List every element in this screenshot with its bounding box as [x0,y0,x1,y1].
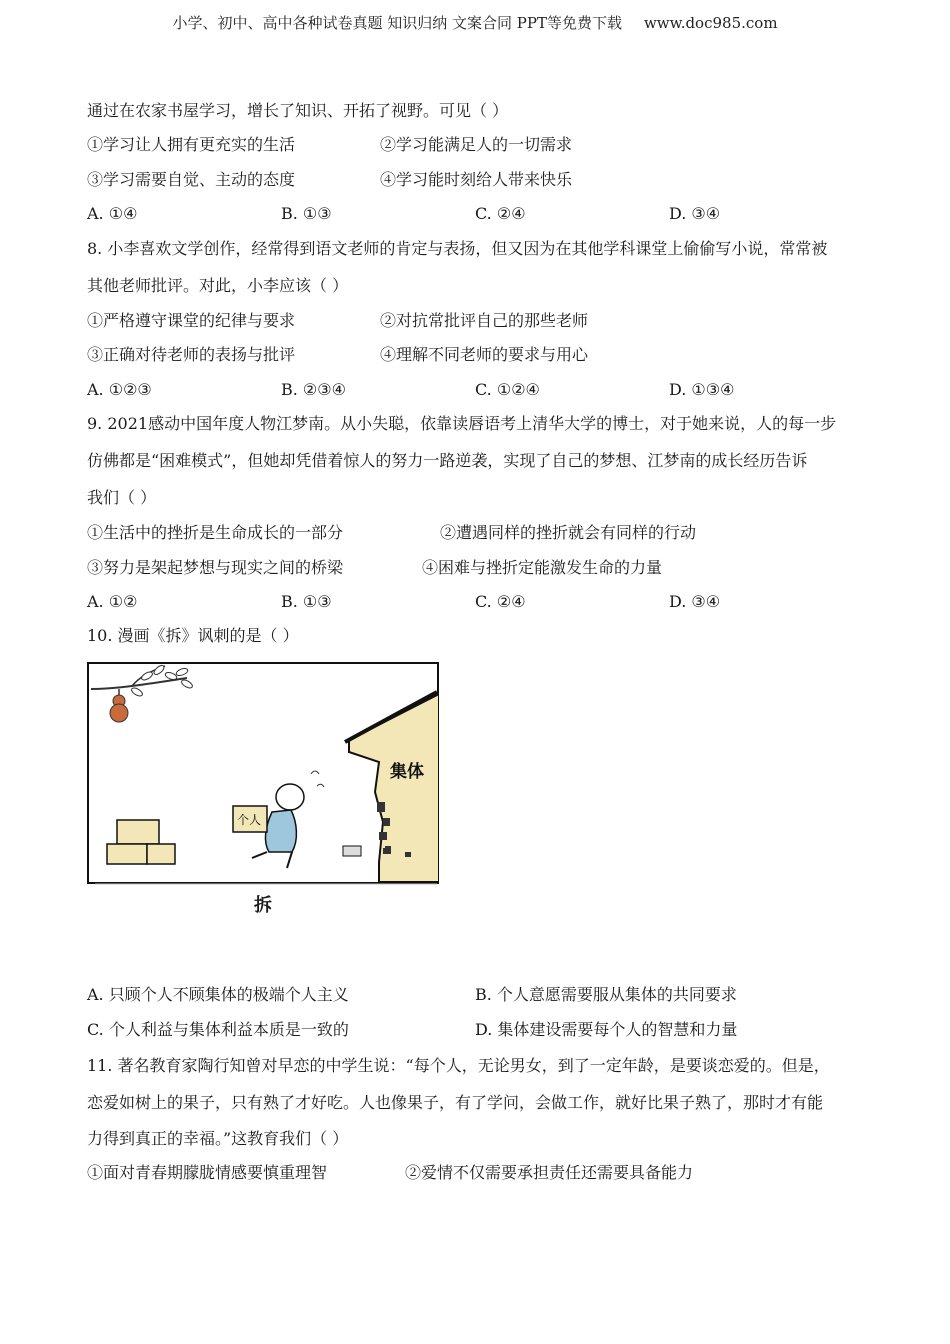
q9-stem-line-1: 9. 2021感动中国年度人物江梦南。从小失聪，依靠读唇语考上清华大学的博士，对于她来说，人的每一步 [87,414,837,433]
q11-stem-line-1: 11. 著名教育家陶行知曾对早恋的中学生说：“每个人，无论男女，到了一定年龄，是要谈恋爱的。但是， [87,1056,830,1075]
cartoon-title: 拆 [254,895,272,916]
q10-choice-b: B. 个人意愿需要服从集体的共同要求 [475,985,737,1004]
q11-stem-line-2: 恋爱如树上的果子，只有熟了才好吃。人也像果子，有了学问，会做工作，就好比果子熟了，那时才有能 [87,1093,824,1112]
q8-choice-c: C. ①②④ [475,380,540,399]
q7-item-3: ③学习需要自觉、主动的态度 [87,170,296,189]
q10-choice-d: D. 集体建设需要每个人的智慧和力量 [475,1020,738,1039]
page-header [0,12,950,33]
q9-item-1: ①生活中的挫折是生命成长的一部分 [87,523,344,542]
brick-fragment [405,852,411,857]
q8-stem-line-2: 其他老师批评。对此，小李应该（ ） [87,276,349,295]
q7-item-4: ④学习能时刻给人带来快乐 [380,170,573,189]
q8-choice-d: D. ①③④ [669,380,735,399]
q11-stem-line-3: 力得到真正的幸福。”这教育我们（ ） [87,1129,349,1148]
q8-choice-b: B. ②③④ [281,380,346,399]
q9-choice-d: D. ③④ [669,592,721,611]
q10-choice-c: C. 个人利益与集体利益本质是一致的 [87,1020,349,1039]
q7-stem: 通过在农家书屋学习，增长了知识、开拓了视野。可见（ ） [87,101,509,120]
q9-item-2: ②遭遇同样的挫折就会有同样的行动 [440,523,697,542]
q7-choice-b: B. ①③ [281,204,332,223]
q9-choice-c: C. ②④ [475,592,526,611]
brick-fragment [343,846,361,856]
q8-item-3: ③正确对待老师的表扬与批评 [87,345,296,364]
q9-item-3: ③努力是架起梦想与现实之间的桥梁 [87,558,344,577]
q8-item-4: ④理解不同老师的要求与用心 [380,345,589,364]
label-individual: 个人 [237,813,262,827]
cartoon-image [87,662,439,922]
q10-stem: 10. 漫画《拆》讽刺的是（ ） [87,626,299,645]
q11-item-2: ②爱情不仅需要承担责任还需要具备能力 [405,1163,694,1182]
header-text: 小学、初中、高中各种试卷真题 知识归纳 文案合同 PPT等免费下载 [172,14,622,32]
q10-choice-a: A. 只顾个人不顾集体的极端个人主义 [87,985,349,1004]
q7-item-1: ①学习让人拥有更充实的生活 [87,135,296,154]
label-collective: 集体 [390,762,424,782]
q7-choice-a: A. ①④ [87,204,138,223]
q8-item-2: ②对抗常批评自己的那些老师 [380,311,589,330]
q8-choice-a: A. ①②③ [87,380,152,399]
q9-choice-b: B. ①③ [281,592,332,611]
q9-stem-line-3: 我们（ ） [87,488,157,507]
q8-stem-line-1: 8. 小李喜欢文学创作，经常得到语文老师的肯定与表扬，但又因为在其他学科课堂上偷偷写小说，常常被 [87,239,828,258]
q7-choice-c: C. ②④ [475,204,526,223]
q9-stem-line-2: 仿佛都是“困难模式”，但她却凭借着惊人的努力一路逆袭，实现了自己的梦想、江梦南的成长经历告诉 [87,451,808,470]
q9-item-4: ④困难与挫折定能激发生命的力量 [422,558,663,577]
q8-item-1: ①严格遵守课堂的纪律与要求 [87,311,296,330]
q7-choice-d: D. ③④ [669,204,721,223]
q7-item-2: ②学习能满足人的一切需求 [380,135,573,154]
q9-choice-a: A. ①② [87,592,138,611]
brick-fragment [383,848,391,854]
q11-item-1: ①面对青春期朦胧情感要慎重理智 [87,1163,328,1182]
header-url[interactable]: www.doc985.com [643,14,778,32]
